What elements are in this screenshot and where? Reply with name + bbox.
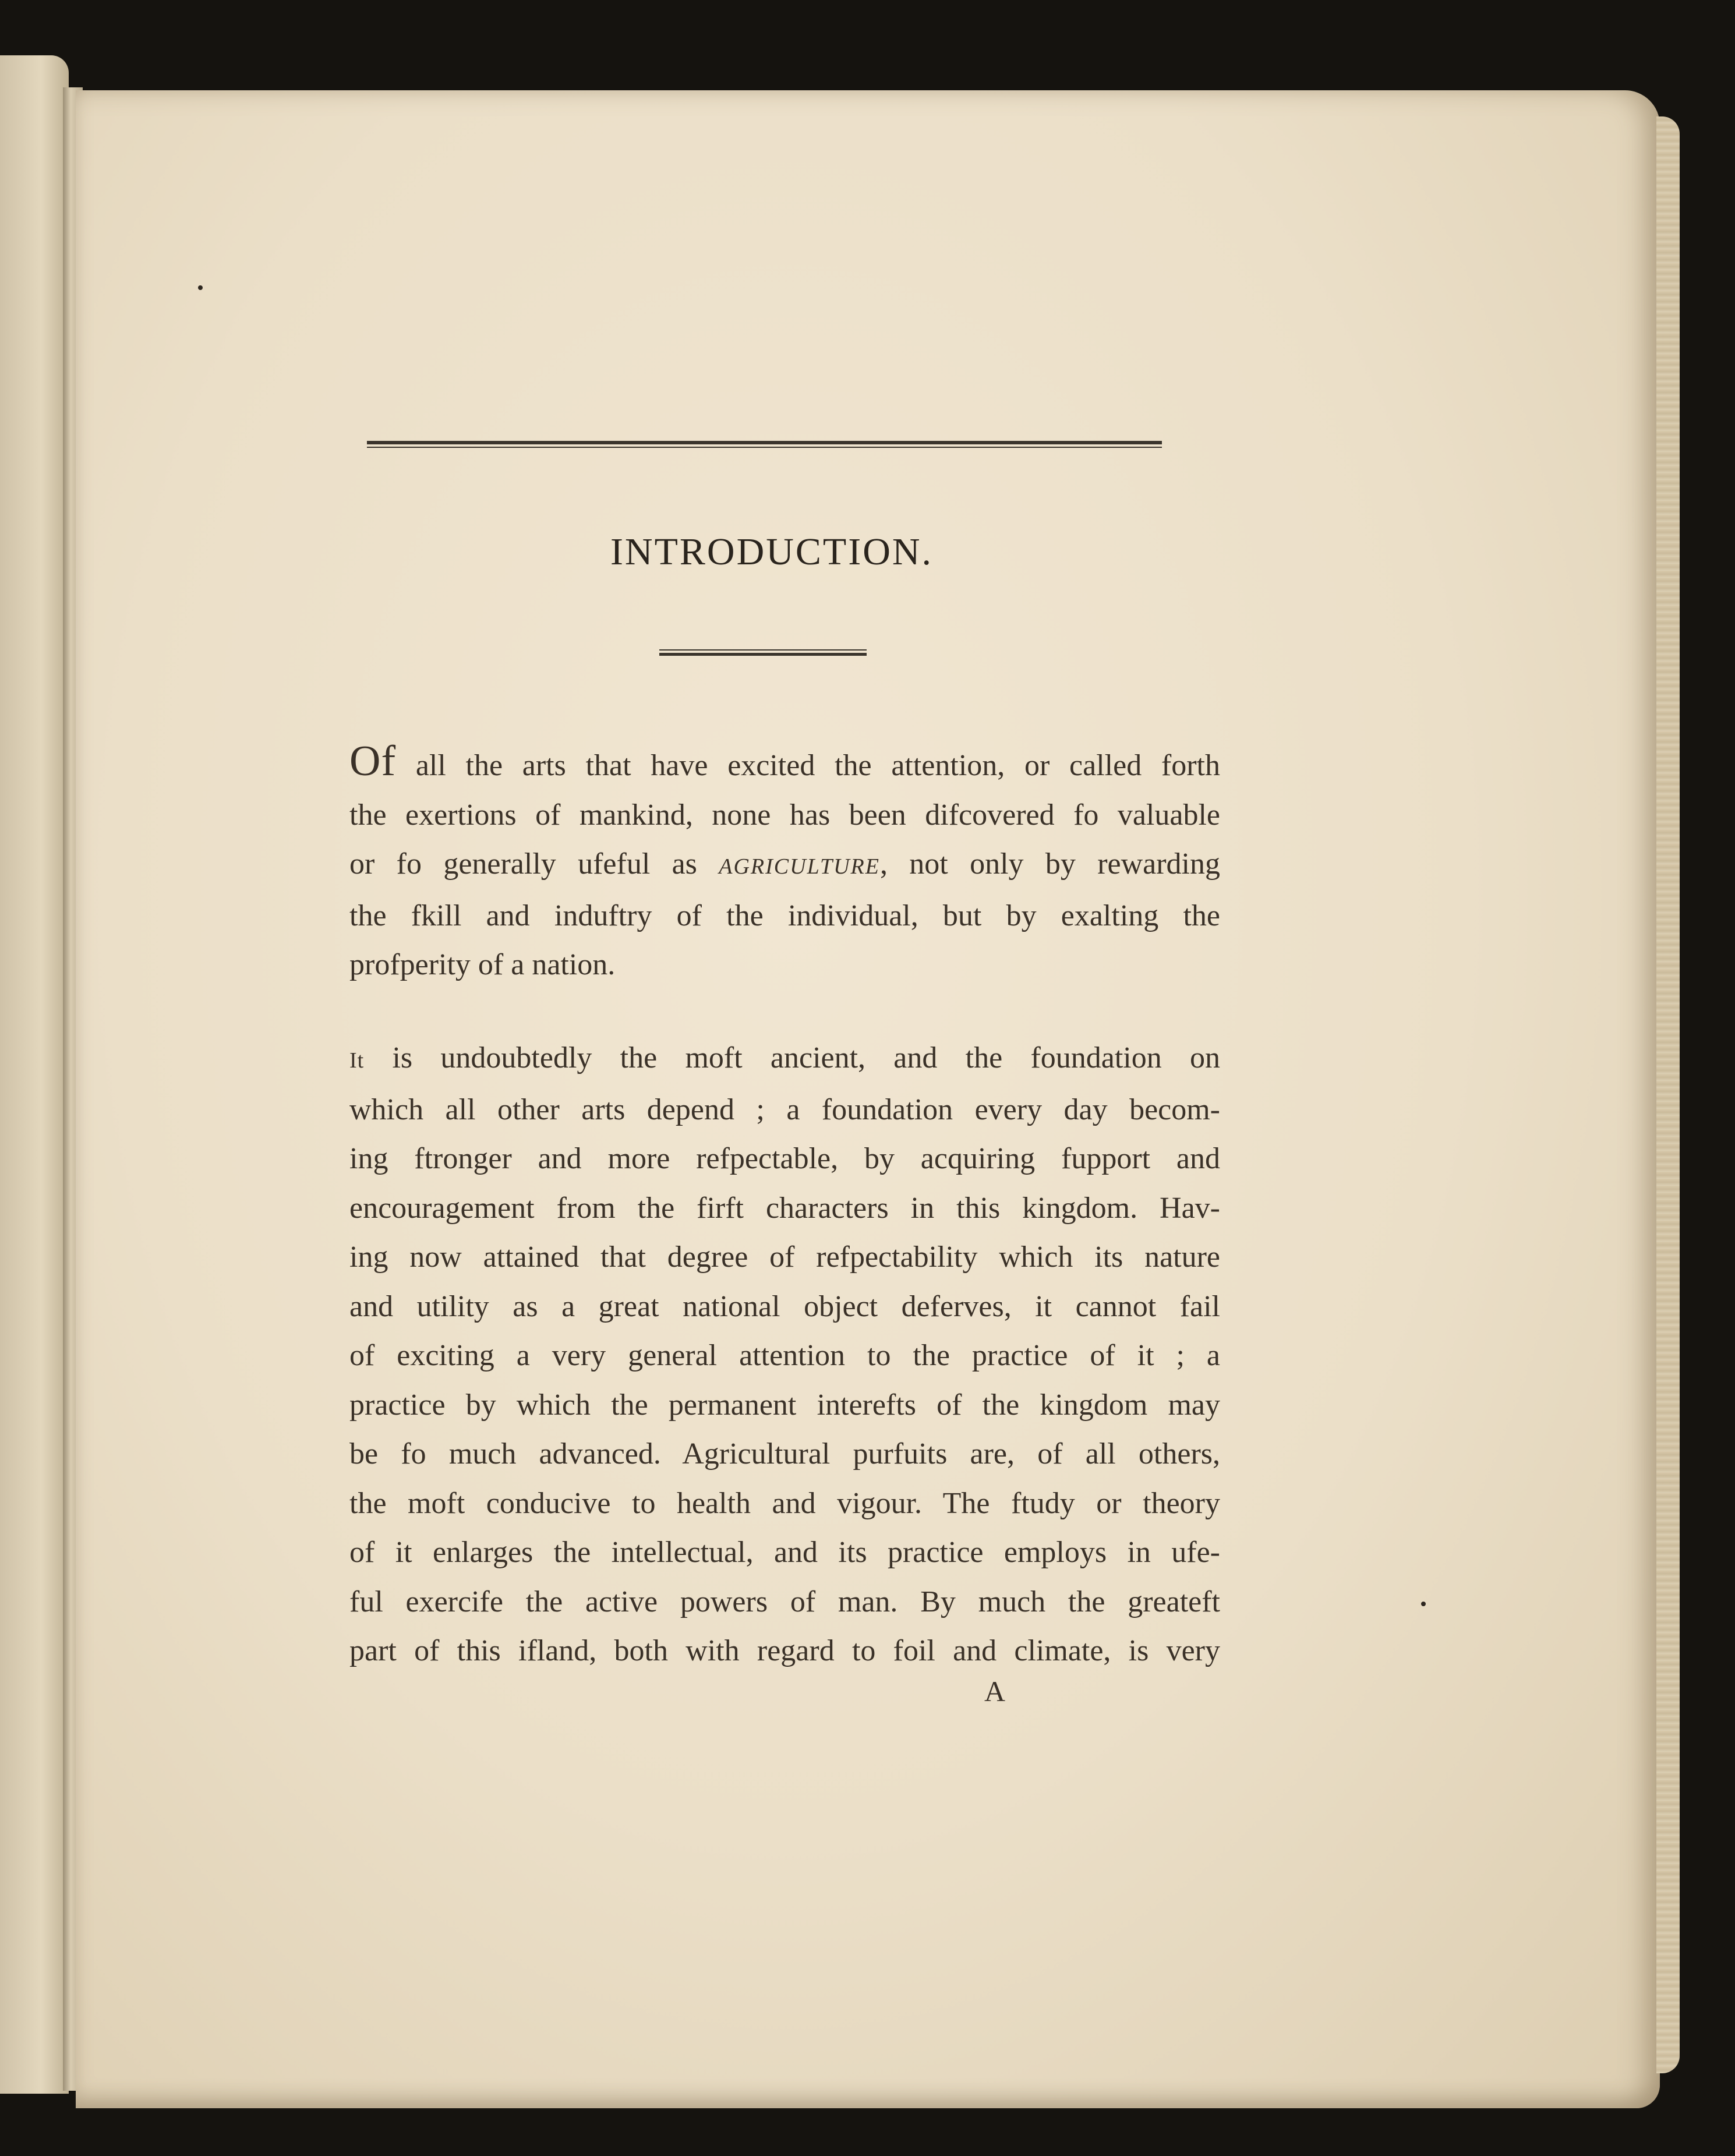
- catchword-signature: A: [984, 1675, 1006, 1708]
- text-line: of it enlarges the intellectual, and its practice employs in ufe-: [349, 1536, 1220, 1569]
- paper-speck: [1421, 1602, 1426, 1606]
- line-text: , not only by rewarding: [879, 847, 1221, 881]
- text-line: of exciting a very general attention to the practice of it ; a: [349, 1339, 1220, 1372]
- text-line: the exertions of mankind, none has been difcovered fo valuable: [349, 798, 1220, 832]
- line-text: or fo generally ufeful as: [349, 847, 719, 881]
- rule-thick-line: [367, 441, 1162, 444]
- text-line: which all other arts depend ; a foundation every day becom-: [349, 1093, 1220, 1126]
- text-line: the moft conducive to health and vigour. The ftudy or theory: [349, 1486, 1220, 1520]
- line-text: all the arts that have excited the attention, or called forth: [396, 749, 1220, 782]
- facing-page-edge: [0, 55, 69, 2094]
- text-line: part of this ifland, both with regard to foil and climate, is very: [349, 1634, 1220, 1667]
- page-title: INTRODUCTION.: [610, 531, 934, 573]
- top-double-rule: [367, 441, 1162, 449]
- paper-speck: [198, 285, 203, 290]
- drop-cap: Of: [349, 737, 397, 785]
- text-line: profperity of a nation.: [349, 948, 616, 981]
- rule-thin-line: [367, 447, 1162, 448]
- rule-thick-line: [659, 653, 867, 656]
- text-line: encouragement from the firft characters in this kingdom. Hav-: [349, 1191, 1220, 1225]
- page-fore-edge: [1656, 116, 1680, 2073]
- text-line: ing ftronger and more refpectable, by acquiring fupport and: [349, 1142, 1220, 1175]
- text-line: ing now attained that degree of refpectability which its nature: [349, 1240, 1220, 1274]
- title-underline-rule: [659, 649, 867, 656]
- paragraph-1: [349, 737, 1220, 990]
- emphasized-word: AGRICULTURE: [719, 854, 880, 879]
- small-cap-opening: It: [349, 1048, 365, 1073]
- text-line: be fo much advanced. Agricultural purfuits are, of all others,: [349, 1437, 1220, 1471]
- text-line: [349, 840, 1220, 892]
- text-line: [349, 1034, 1220, 1086]
- text-line: and utility as a great national object deferves, it cannot fail: [349, 1289, 1220, 1323]
- text-line: ful exercife the active powers of man. By much the greateft: [349, 1585, 1220, 1618]
- line-text: is undoubtedly the moft ancient, and the foundation on: [364, 1041, 1220, 1075]
- text-line: practice by which the permanent interefts of the kingdom may: [349, 1388, 1220, 1422]
- rule-thin-line: [659, 649, 867, 651]
- text-line: [349, 737, 1220, 791]
- text-line: the fkill and induftry of the individual, but by exalting the: [349, 899, 1220, 932]
- paragraph-2: [349, 1034, 1220, 1676]
